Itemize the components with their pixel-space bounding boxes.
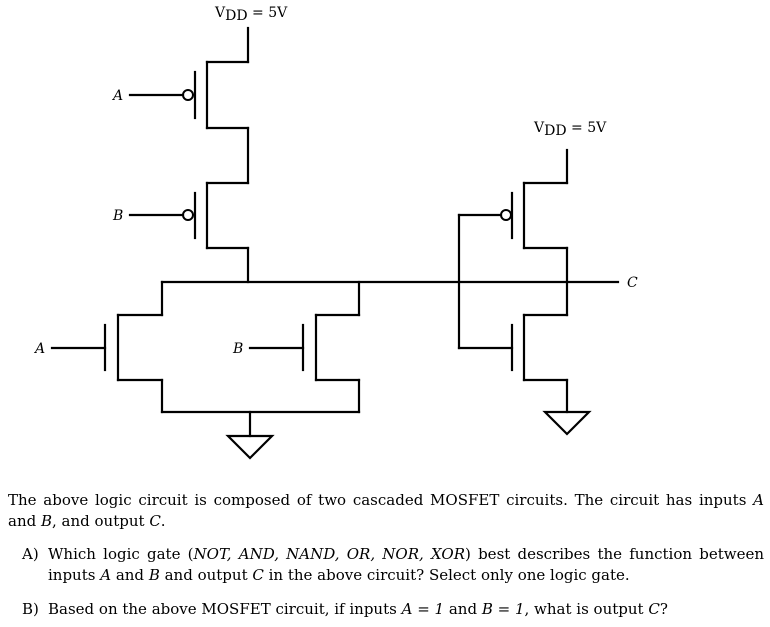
input-a-top-label: A bbox=[113, 88, 124, 104]
output-c-label: C bbox=[627, 275, 638, 291]
pmos-a bbox=[130, 28, 248, 128]
nmos-a bbox=[52, 282, 162, 412]
nmos-b bbox=[250, 282, 359, 412]
intro-paragraph: The above logic circuit is composed of two cascaded MOSFET circuits. The circuit has inputs A and B, and output C. bbox=[8, 491, 764, 530]
ground-left-symbol bbox=[228, 436, 272, 458]
vdd-right-label: VDD = 5V bbox=[534, 120, 607, 139]
question-a: A) Which logic gate (NOT, AND, NAND, OR, NOR, XOR) best describes the function between inputs A and B and output C in the above circuit? Select only one logic gate. bbox=[22, 545, 764, 584]
vdd-left-label: VDD = 5V bbox=[215, 5, 288, 24]
input-b-top-label: B bbox=[113, 208, 124, 224]
input-a-bottom-label: A bbox=[35, 341, 46, 357]
question-a-label: A) bbox=[22, 545, 39, 563]
input-b-bottom-label: B bbox=[233, 341, 244, 357]
question-b: B) Based on the above MOSFET circuit, if inputs A = 1 and B = 1, what is output C? bbox=[22, 600, 668, 618]
ground-right-symbol bbox=[545, 412, 589, 434]
pmos-b bbox=[130, 183, 248, 248]
question-b-label: B) bbox=[22, 600, 39, 618]
